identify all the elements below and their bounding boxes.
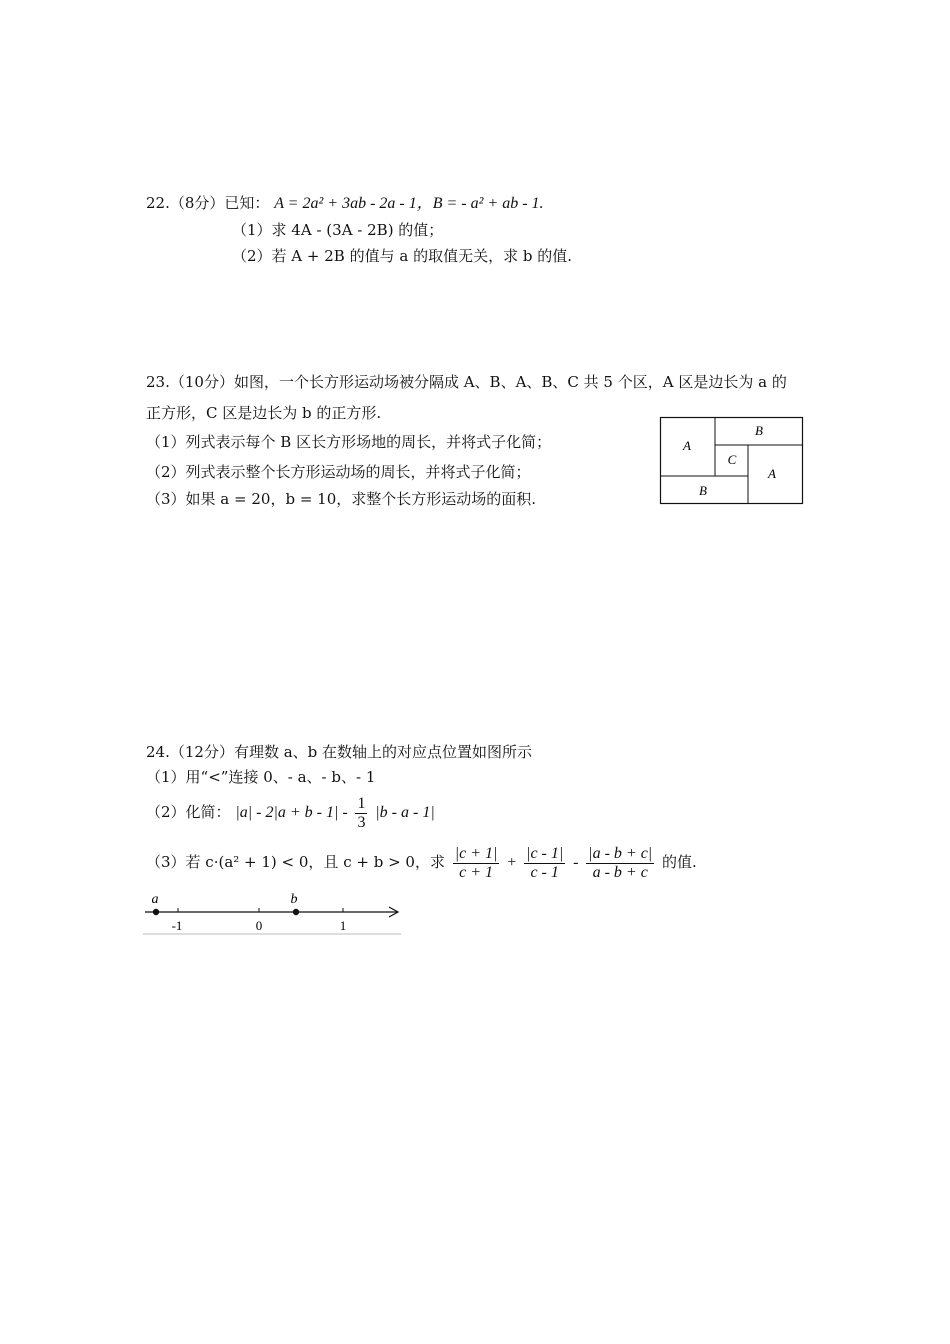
q24-head: 24.（12分）有理数 a、b 在数轴上的对应点位置如图所示: [146, 743, 533, 761]
region-label-b-top: B: [755, 423, 763, 438]
q23-line1: 23.（10分）如图，一个长方形运动场被分隔成 A、B、A、B、C 共 5 个区，A 区是边长为 a 的: [146, 373, 787, 391]
region-label-a-right: A: [768, 466, 776, 481]
tick-label-0: 0: [255, 918, 263, 933]
region-label-a-left: A: [683, 438, 691, 453]
fraction3-numerator: |a - b + c|: [588, 844, 653, 862]
q24-part2-prefix: （2）化简：: [146, 803, 231, 821]
fraction2-numerator: |c - 1|: [526, 844, 564, 862]
q23-part3: （3）如果 a = 20，b = 10，求整个长方形运动场的面积.: [146, 490, 537, 508]
tick-label-1: 1: [339, 918, 347, 933]
q24-part3: [146, 842, 697, 883]
q24-part2: [146, 792, 435, 833]
q22-head-line: [146, 193, 544, 214]
tick-label-neg1: -1: [171, 918, 183, 933]
q22-part1: （1）求 4A - (3A - 2B) 的值；: [232, 221, 444, 239]
point-a-label: a: [151, 892, 159, 907]
fraction-abs-a-minus-b-plus-c: [586, 845, 654, 882]
region-label-b-bottom: B: [699, 483, 707, 498]
fraction1-denominator: c + 1: [459, 863, 494, 881]
q23-field-figure: [659, 416, 805, 506]
q23-part2: （2）列式表示整个长方形运动场的周长，并将式子化简；: [146, 463, 531, 481]
q22-part2: （2）若 A + 2B 的值与 a 的取值无关，求 b 的值.: [232, 247, 572, 265]
q22-formula: A = 2a² + 3ab - 2a - 1，B = - a² + ab - 1.: [274, 195, 544, 212]
fraction3-denominator: a - b + c: [592, 863, 648, 881]
point-a-dot: [153, 909, 159, 915]
one-third-fraction: [355, 795, 367, 832]
minus-sign: -: [573, 854, 579, 871]
q24-part2-expr-b: |b - a - 1|: [375, 804, 435, 821]
q24-part2-expr-a: |a| - 2|a + b - 1| -: [235, 804, 348, 821]
one-third-denominator: 3: [357, 813, 366, 831]
point-b-label: b: [290, 892, 298, 907]
plus-sign: +: [507, 854, 517, 871]
fraction-abs-c-minus-1: [524, 845, 565, 882]
fraction2-denominator: c - 1: [530, 863, 559, 881]
one-third-numerator: 1: [357, 794, 366, 812]
q23-part1: （1）列式表示每个 B 区长方形场地的周长，并将式子化简；: [146, 433, 552, 451]
q24-part3-suffix: 的值.: [661, 853, 697, 871]
point-b-dot: [293, 909, 299, 915]
fraction1-numerator: |c + 1|: [454, 844, 498, 862]
q24-part1: （1）用“<”连接 0、- a、- b、- 1: [146, 768, 376, 786]
number-line-figure: [143, 888, 405, 938]
q24-part3-prefix: （3）若 c·(a² + 1) < 0，且 c + b > 0，求: [146, 853, 445, 871]
region-label-c: C: [727, 452, 737, 467]
q22-head: 22.（8分）已知：: [146, 194, 270, 212]
q23-line2: 正方形，C 区是边长为 b 的正方形.: [146, 404, 382, 422]
fraction-abs-c-plus-1: [453, 845, 500, 882]
